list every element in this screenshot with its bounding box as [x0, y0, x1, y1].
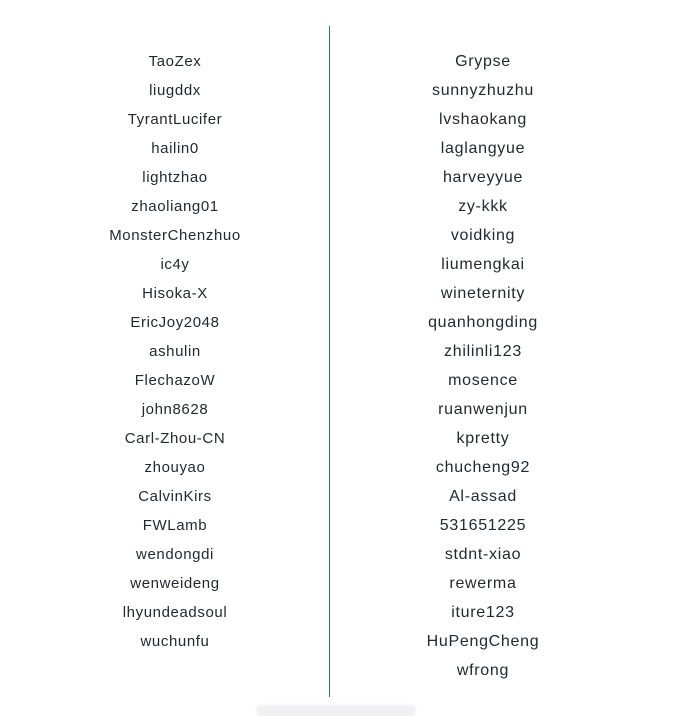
contributor-name: wendongdi	[136, 546, 214, 563]
contributor-name: stdnt-xiao	[444, 546, 522, 563]
contributor-name: ic4y	[160, 256, 190, 273]
contributor-name: wineternity	[440, 285, 526, 302]
contributor-name: voidking	[450, 227, 516, 244]
contributor-name: laglangyue	[440, 140, 526, 157]
contributor-name: lvshaokang	[439, 111, 527, 128]
contributor-name: lhyundeadsoul	[122, 604, 228, 621]
contributor-name: EricJoy2048	[130, 314, 220, 331]
contributor-name: liumengkai	[441, 256, 525, 273]
contributor-name: liugddx	[149, 82, 201, 99]
left-contributor-list	[20, 47, 330, 656]
contributor-name: john8628	[141, 401, 209, 418]
contributor-name: FWLamb	[142, 517, 208, 534]
contributor-name: ruanwenjun	[438, 401, 528, 418]
contributor-name: HuPengCheng	[426, 633, 540, 650]
contributor-name: wfrong	[456, 662, 510, 679]
contributor-name: TaoZex	[148, 53, 202, 70]
contributor-name: MonsterChenzhuo	[109, 227, 241, 244]
contributor-name: sunnyzhuzhu	[432, 82, 534, 99]
bottom-edge-shadow	[256, 706, 416, 716]
contributor-name: zy-kkk	[458, 198, 508, 215]
contributor-name: TyrantLucifer	[127, 111, 223, 128]
contributor-name: chucheng92	[435, 459, 531, 476]
contributor-name: harveyyue	[442, 169, 524, 186]
contributor-name: zhilinli123	[444, 343, 522, 360]
contributor-name: mosence	[448, 372, 518, 389]
contributor-name: quanhongding	[428, 314, 538, 331]
contributor-name: CalvinKirs	[138, 488, 212, 505]
contributor-name: rewerma	[449, 575, 517, 592]
right-contributor-list	[330, 47, 636, 685]
contributor-name: Al-assad	[449, 488, 517, 505]
contributor-name: lightzhao	[142, 169, 208, 186]
contributor-name: FlechazoW	[134, 372, 216, 389]
contributor-name: wenweideng	[130, 575, 220, 592]
contributor-name: zhaoliang01	[131, 198, 219, 215]
contributor-name: zhouyao	[144, 459, 206, 476]
contributor-name: Hisoka-X	[142, 285, 208, 302]
contributor-name: Carl-Zhou-CN	[124, 430, 226, 447]
contributor-name: kpretty	[456, 430, 510, 447]
contributor-name: Grypse	[455, 53, 511, 70]
contributor-name: 531651225	[439, 517, 527, 534]
contributor-name: hailin0	[151, 140, 199, 157]
contributor-name: iture123	[451, 604, 515, 621]
contributor-name: wuchunfu	[140, 633, 210, 650]
contributor-name: ashulin	[149, 343, 201, 360]
